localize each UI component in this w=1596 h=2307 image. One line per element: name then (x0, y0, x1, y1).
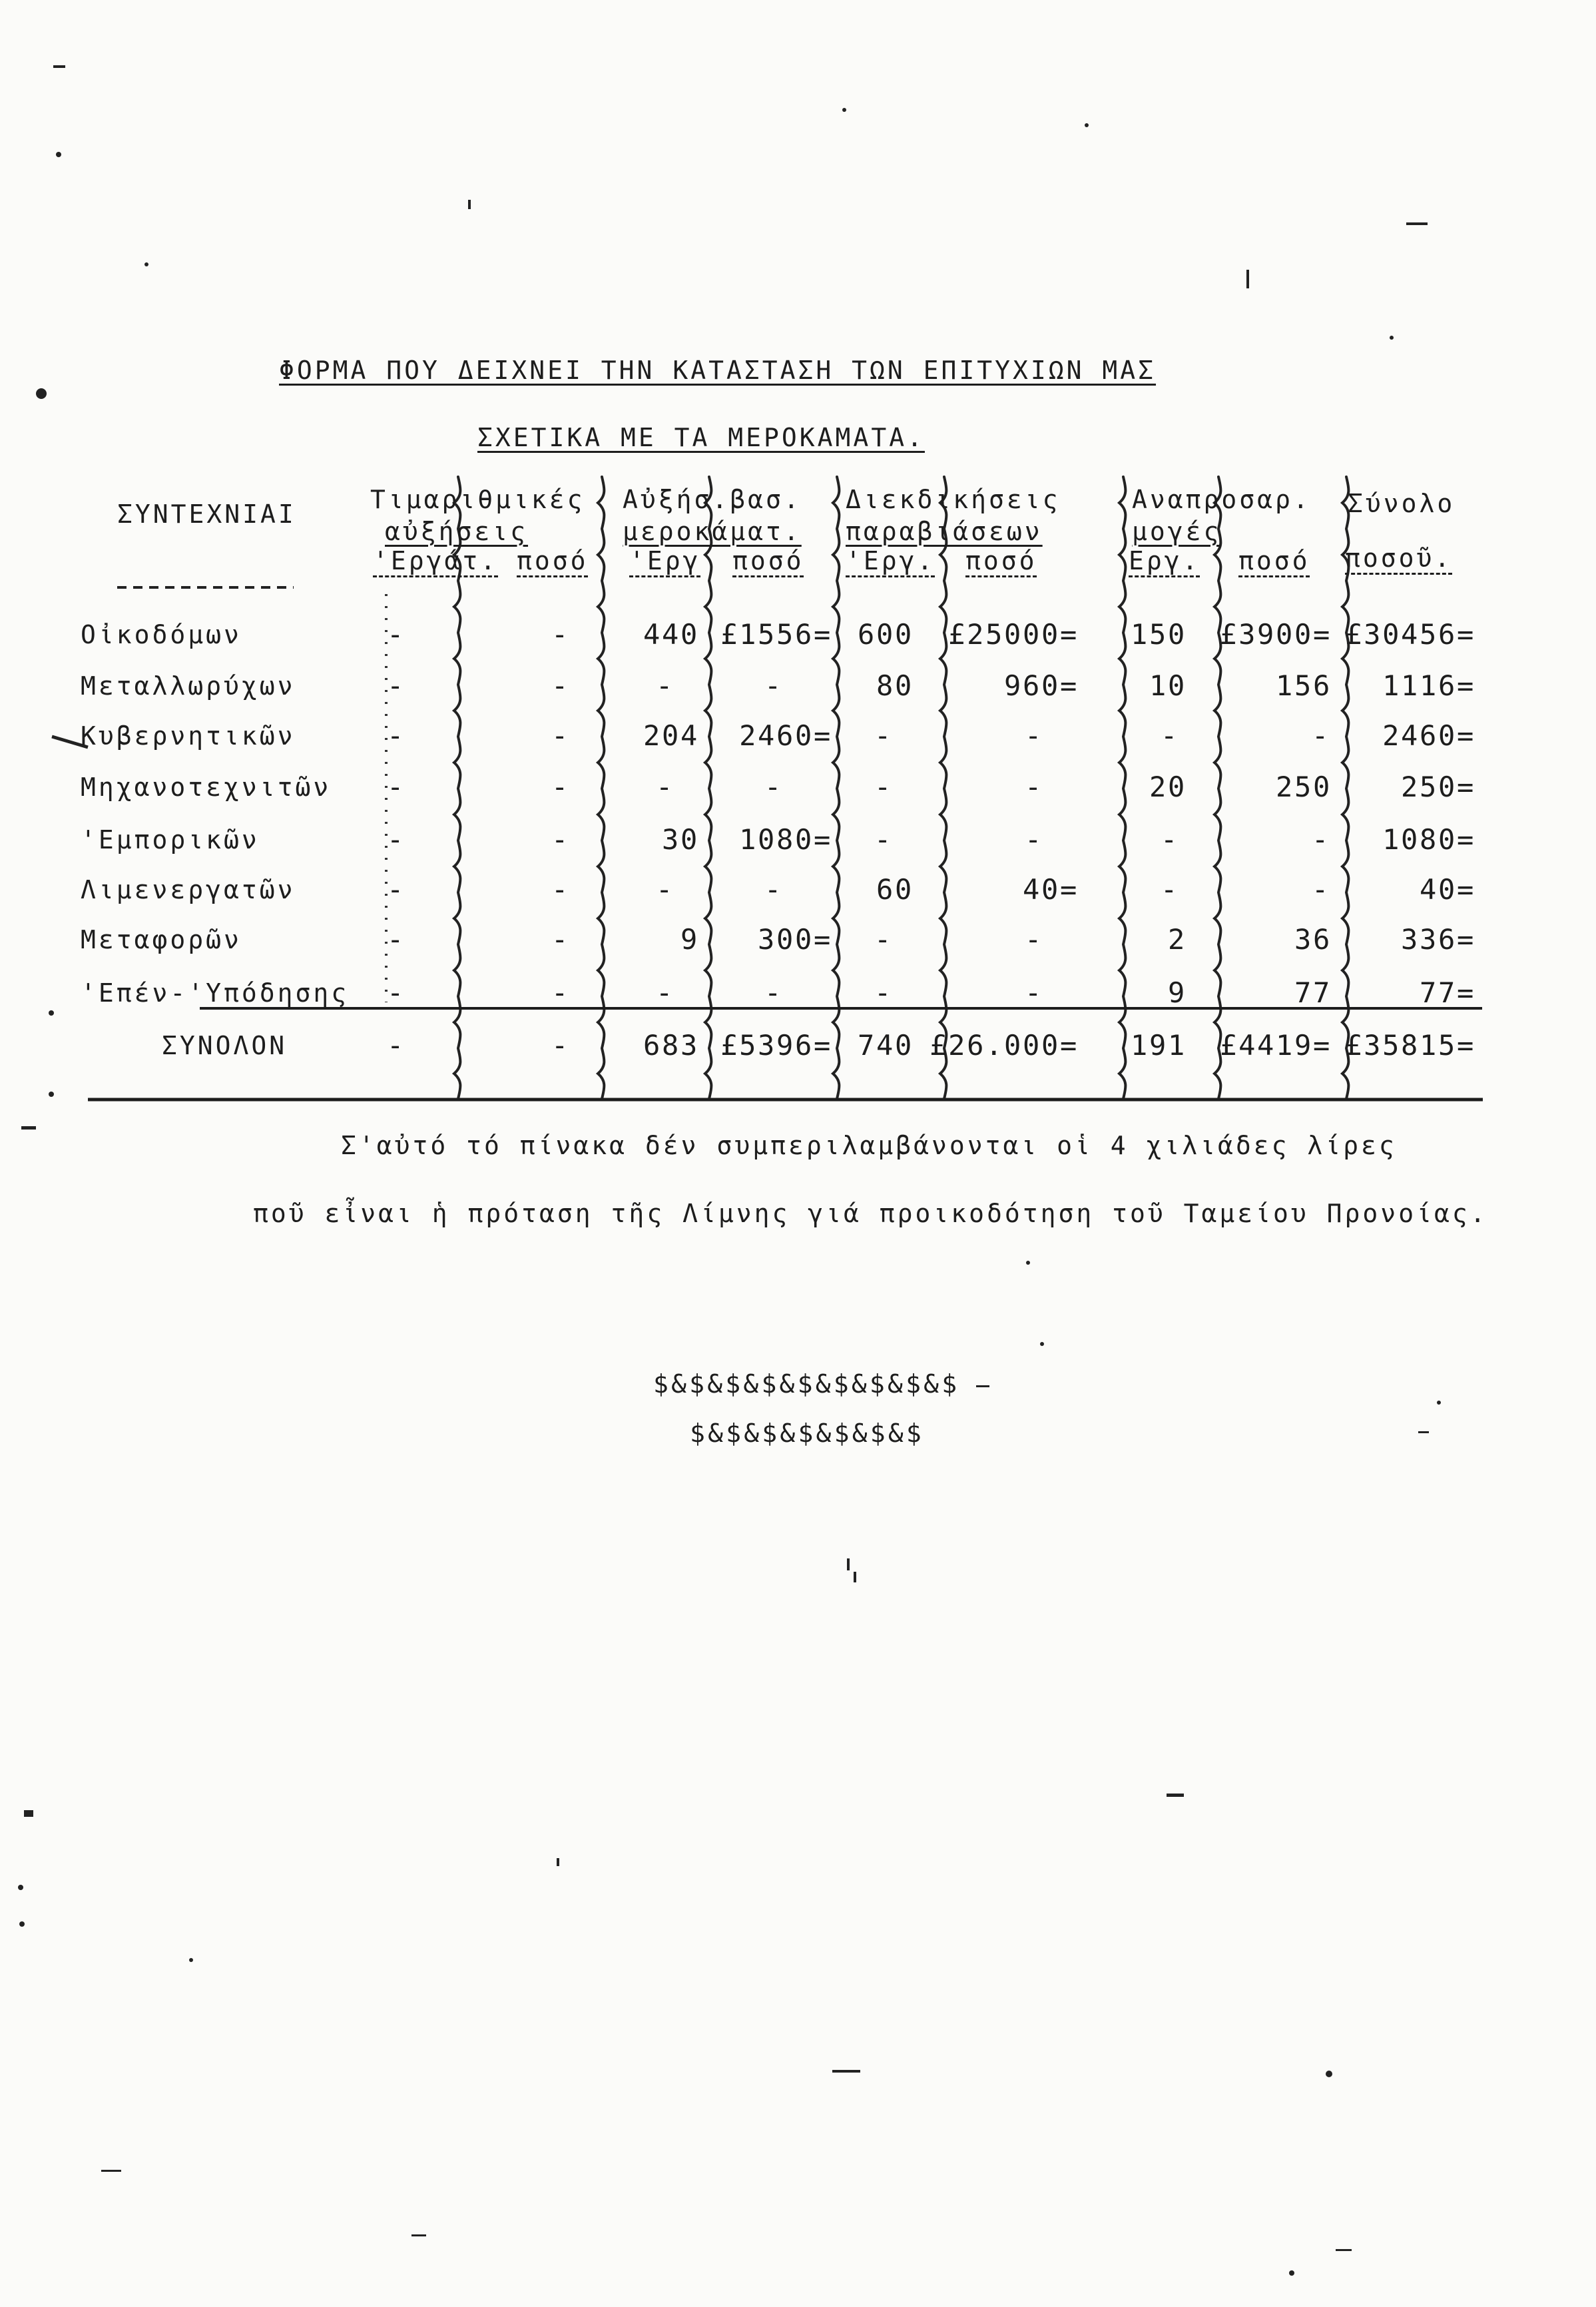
cell-claims-amount: 960= (1004, 669, 1079, 702)
header-adjust-line1: Αναπροσαρ. (1132, 485, 1311, 514)
header-wage-rise-line2: μεροκάματ. (623, 517, 802, 546)
cell-total-amount: 40= (1420, 873, 1475, 906)
header-cola-line2: αὐξήσεις (385, 517, 529, 546)
cell-wage-rise-workers: - (656, 976, 674, 1009)
cell-cola-workers: - (387, 976, 405, 1009)
note-line-2: ποῦ εἶναι ἡ πρόταση τῆς Λίμνης γιά προικοδότηση τοῦ Ταμείου Προνοίας. (253, 1199, 1488, 1228)
table-row (0, 824, 1596, 855)
header-claims-line2: παραβιάσεων (846, 517, 1043, 546)
cell-adjust-workers: 150 (1131, 618, 1187, 651)
header-claims-line1: Διεκδικήσεις (846, 485, 1061, 514)
table-row (0, 978, 1596, 1008)
table-row (0, 619, 1596, 650)
cell-claims-amount: - (1025, 719, 1043, 752)
cell-total-amount: 77= (1420, 976, 1475, 1009)
cell-cola-amount: - (551, 873, 570, 906)
cell-adjust-workers: - (1161, 823, 1179, 856)
cell-wage-rise-workers: - (656, 873, 674, 906)
cell-adjust-workers: - (1161, 719, 1179, 752)
header-wage-rise-amount: ποσό (732, 546, 804, 575)
cell-adjust-amount: £3900= (1220, 618, 1332, 651)
cell-claims-workers: 80 (876, 669, 914, 702)
cell-total-amount: 2460= (1382, 719, 1475, 752)
cell-cola-workers: - (387, 771, 405, 803)
cell-adjust-workers: 20 (1149, 771, 1187, 803)
union-name: Μεταλλωρύχων (81, 671, 296, 701)
cell-adjust-amount: 77 (1294, 976, 1332, 1009)
document-subtitle: ΣΧΕΤΙΚΑ ΜΕ ΤΑ ΜΕΡΟΚΑΜΑΤΑ. (477, 423, 925, 452)
cell-claims-amount: - (1025, 923, 1043, 956)
table-row (0, 924, 1596, 955)
header-wage-rise-line1: Αὐξήσ.βασ. (623, 485, 802, 514)
total-adjust-workers: 191 (1131, 1029, 1187, 1062)
union-name: Μηχανοτεχνιτῶν (81, 773, 332, 802)
cell-claims-workers: - (874, 771, 893, 803)
cell-wage-rise-amount: - (764, 669, 783, 702)
union-name: 'Εμπορικῶν (81, 825, 260, 854)
cell-wage-rise-amount: - (764, 976, 783, 1009)
cell-total-amount: £30456= (1345, 618, 1475, 651)
closing-ornament-line-1: $&$&$&$&$&$&$&$&$ (653, 1369, 960, 1399)
header-claims-amount: ποσό (965, 546, 1037, 575)
cell-total-amount: 1116= (1382, 669, 1475, 702)
header-adjust-line2: μογές (1132, 517, 1222, 546)
header-unions: ΣΥΝΤΕΧΝΙΑΙ (117, 499, 296, 529)
cell-claims-workers: - (874, 923, 893, 956)
cell-adjust-amount: - (1312, 719, 1330, 752)
total-wage-rise-workers: 683 (643, 1029, 699, 1062)
cell-wage-rise-amount: 2460= (739, 719, 832, 752)
total-claims-amount: £26.000= (930, 1029, 1079, 1062)
cell-claims-amount: - (1025, 771, 1043, 803)
cell-cola-amount: - (551, 771, 570, 803)
table-row (0, 772, 1596, 803)
cell-wage-rise-workers: 9 (680, 923, 699, 956)
header-total-line2: ποσοῦ. (1345, 543, 1453, 573)
cell-claims-amount: - (1025, 976, 1043, 1009)
cell-cola-amount: - (551, 719, 570, 752)
cell-wage-rise-amount: 1080= (739, 823, 832, 856)
cell-wage-rise-workers: 440 (643, 618, 699, 651)
header-wage-rise-workers: 'Εργ (629, 546, 701, 575)
cell-total-amount: 1080= (1382, 823, 1475, 856)
cell-claims-workers: - (874, 823, 893, 856)
cell-cola-amount: - (551, 669, 570, 702)
union-name: Μεταφορῶν (81, 925, 242, 954)
cell-adjust-workers: 10 (1149, 669, 1187, 702)
union-name: 'Επέν-'Υπόδησης (81, 978, 350, 1008)
cell-claims-workers: - (874, 719, 893, 752)
table-row (0, 721, 1596, 751)
total-grand-amount: £35815= (1345, 1029, 1475, 1062)
cell-wage-rise-amount: £1556= (720, 618, 832, 651)
cell-wage-rise-workers: - (656, 771, 674, 803)
cell-claims-amount: £25000= (948, 618, 1079, 651)
header-cola-amount: ποσό (517, 546, 589, 575)
cell-wage-rise-workers: 30 (662, 823, 699, 856)
total-cola-workers: - (387, 1029, 405, 1062)
total-label: ΣΥΝΟΛΟΝ (162, 1031, 288, 1060)
header-adjust-amount: ποσό (1238, 546, 1310, 575)
cell-cola-amount: - (551, 976, 570, 1009)
total-adjust-amount: £4419= (1220, 1029, 1332, 1062)
cell-claims-amount: 40= (1023, 873, 1079, 906)
union-name: Λιμενεργατῶν (81, 875, 296, 904)
document-title: ΦΟΡΜΑ ΠΟΥ ΔΕΙΧΝΕΙ ΤΗΝ ΚΑΤΑΣΤΑΣΗ ΤΩΝ ΕΠΙΤΥΧΙΩΝ ΜΑΣ (279, 356, 1157, 385)
cell-adjust-workers: 9 (1168, 976, 1187, 1009)
cell-wage-rise-workers: 204 (643, 719, 699, 752)
total-claims-workers: 740 (858, 1029, 914, 1062)
note-line-1: Σ'αὐτό τό πίνακα δέν συμπεριλαμβάνονται οἱ 4 χιλιάδες λίρες (341, 1131, 1397, 1160)
header-claims-workers: 'Εργ. (846, 546, 935, 575)
cell-adjust-amount: 156 (1276, 669, 1332, 702)
cell-cola-amount: - (551, 618, 570, 651)
header-cola-line1: Τιμαριθμικές (370, 485, 585, 514)
cell-total-amount: 336= (1401, 923, 1475, 956)
cell-wage-rise-workers: - (656, 669, 674, 702)
cell-claims-workers: 600 (858, 618, 914, 651)
cell-cola-amount: - (551, 823, 570, 856)
cell-wage-rise-amount: - (764, 873, 783, 906)
total-cola-amount: - (551, 1029, 570, 1062)
cell-adjust-workers: - (1161, 873, 1179, 906)
table-total-row (0, 1030, 1596, 1061)
cell-cola-workers: - (387, 873, 405, 906)
cell-adjust-amount: 36 (1294, 923, 1332, 956)
table-row (0, 671, 1596, 701)
cell-cola-workers: - (387, 823, 405, 856)
cell-adjust-amount: 250 (1276, 771, 1332, 803)
closing-ornament-line-2: $&$&$&$&$&$&$ (690, 1419, 925, 1448)
cell-total-amount: 250= (1401, 771, 1475, 803)
cell-wage-rise-amount: 300= (758, 923, 832, 956)
cell-cola-workers: - (387, 669, 405, 702)
union-name: Κυβερνητικῶν (81, 721, 296, 751)
cell-cola-amount: - (551, 923, 570, 956)
cell-cola-workers: - (387, 923, 405, 956)
union-name: Οἰκοδόμων (81, 620, 242, 649)
total-wage-rise-amount: £5396= (720, 1029, 832, 1062)
cell-wage-rise-amount: - (764, 771, 783, 803)
header-total-line1: Σύνολο (1348, 489, 1456, 518)
cell-claims-workers: 60 (876, 873, 914, 906)
cell-claims-workers: - (874, 976, 893, 1009)
cell-claims-amount: - (1025, 823, 1043, 856)
cell-cola-workers: - (387, 618, 405, 651)
header-cola-workers: 'Εργάτ. (373, 546, 499, 575)
cell-adjust-amount: - (1312, 873, 1330, 906)
header-adjust-workers: Εργ. (1129, 546, 1200, 575)
cell-adjust-workers: 2 (1168, 923, 1187, 956)
cell-adjust-amount: - (1312, 823, 1330, 856)
scan-specks (18, 65, 1441, 2276)
table-row (0, 874, 1596, 905)
cell-cola-workers: - (387, 719, 405, 752)
